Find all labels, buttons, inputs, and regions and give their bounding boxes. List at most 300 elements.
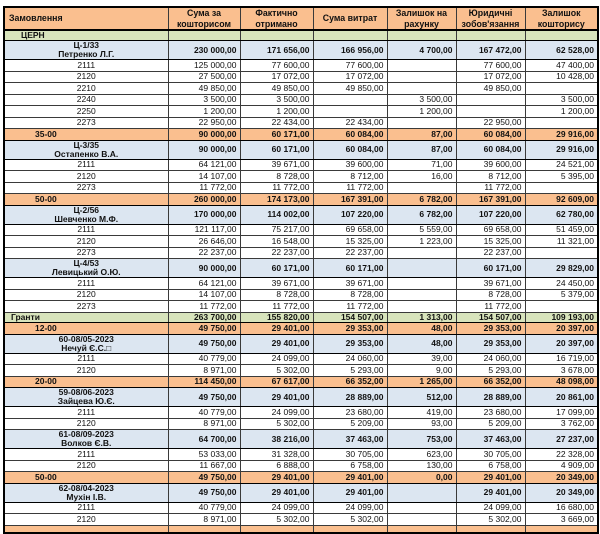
value-cell[interactable]: 16 719,00 <box>525 353 598 365</box>
value-cell[interactable]: 419,00 <box>387 407 456 419</box>
value-cell[interactable]: 512,00 <box>387 388 456 407</box>
value-cell[interactable]: 27 500,00 <box>168 71 240 83</box>
order-person-name: Зайцева Ю.Є. <box>57 396 115 407</box>
value-cell[interactable]: 28 889,00 <box>456 388 525 407</box>
order-code: 61-08/09-2023 <box>58 429 114 440</box>
value-cell[interactable]: 167 391,00 <box>313 194 387 206</box>
value-cell[interactable]: 22 237,00 <box>313 247 387 259</box>
value-cell[interactable] <box>525 30 598 41</box>
value-cell[interactable]: 49 750,00 <box>168 334 240 353</box>
order-label-cell[interactable]: ЦЕРН <box>4 30 168 41</box>
value-cell[interactable] <box>313 106 387 118</box>
value-cell[interactable]: 64 121,00 <box>168 278 240 290</box>
value-cell[interactable]: 49 750,00 <box>168 323 240 335</box>
value-cell[interactable]: 22 237,00 <box>240 247 313 259</box>
value-cell[interactable] <box>525 301 598 313</box>
value-cell[interactable]: 154 507,00 <box>313 312 387 323</box>
value-cell[interactable] <box>387 30 456 41</box>
detail-row <box>4 171 598 183</box>
value-cell[interactable]: 23 680,00 <box>456 407 525 419</box>
value-cell[interactable]: 24 450,00 <box>525 278 598 290</box>
value-cell[interactable]: 22 434,00 <box>313 117 387 129</box>
value-cell[interactable]: 6 758,00 <box>456 460 525 472</box>
value-cell[interactable]: 16,00 <box>387 171 456 183</box>
value-cell[interactable]: 29 401,00 <box>313 472 387 484</box>
order-label-cell[interactable]: 2120 <box>4 71 168 83</box>
person-row <box>4 483 598 502</box>
value-cell[interactable]: 24 060,00 <box>456 353 525 365</box>
value-cell[interactable] <box>240 30 313 41</box>
order-label-cell[interactable] <box>4 259 168 278</box>
value-cell[interactable]: 27 237,00 <box>525 430 598 449</box>
order-label-cell[interactable]: 2111 <box>4 407 168 419</box>
detail-row <box>4 407 598 419</box>
value-cell[interactable]: 114 002,00 <box>240 205 313 224</box>
order-label-cell[interactable]: 50-00 <box>4 194 168 206</box>
value-cell[interactable] <box>387 289 456 301</box>
value-cell[interactable]: 11 667,00 <box>168 460 240 472</box>
value-cell[interactable]: 69 658,00 <box>313 224 387 236</box>
order-label-cell[interactable]: 2273 <box>4 117 168 129</box>
value-cell[interactable]: 1 265,00 <box>387 376 456 388</box>
value-cell[interactable]: 24 060,00 <box>313 353 387 365</box>
order-label-cell[interactable]: 2111 <box>4 502 168 514</box>
value-cell[interactable]: 171 656,00 <box>240 41 313 60</box>
value-cell[interactable]: 29 353,00 <box>313 334 387 353</box>
value-cell[interactable]: 39,00 <box>387 353 456 365</box>
value-cell[interactable]: 3 500,00 <box>525 94 598 106</box>
order-label-cell[interactable] <box>4 41 168 60</box>
value-cell[interactable]: 37 463,00 <box>313 430 387 449</box>
detail-row <box>4 247 598 259</box>
value-cell[interactable] <box>525 247 598 259</box>
detail-row <box>4 460 598 472</box>
value-cell[interactable]: 90 000,00 <box>168 129 240 141</box>
value-cell[interactable]: 49 750,00 <box>168 388 240 407</box>
value-cell[interactable]: 170 000,00 <box>168 205 240 224</box>
value-cell[interactable]: 107 220,00 <box>313 205 387 224</box>
value-cell[interactable]: 3 762,00 <box>525 418 598 430</box>
order-label-cell[interactable]: Гранти <box>4 312 168 323</box>
column-header-3[interactable]: Сума витрат <box>313 7 387 30</box>
value-cell[interactable]: 11 772,00 <box>313 301 387 313</box>
value-cell[interactable]: 8 971,00 <box>168 365 240 377</box>
value-cell[interactable]: 60 171,00 <box>456 259 525 278</box>
order-label-cell[interactable]: 2120 <box>4 236 168 248</box>
value-cell[interactable]: 49 750,00 <box>168 483 240 502</box>
value-cell[interactable]: 29 916,00 <box>525 140 598 159</box>
value-cell[interactable]: 49 850,00 <box>168 83 240 95</box>
value-cell[interactable] <box>525 117 598 129</box>
value-cell[interactable]: 30 705,00 <box>313 449 387 461</box>
value-cell[interactable]: 64 121,00 <box>168 159 240 171</box>
value-cell[interactable]: 8 728,00 <box>313 289 387 301</box>
order-label-cell[interactable]: 2111 <box>4 60 168 72</box>
value-cell[interactable]: 125 000,00 <box>168 60 240 72</box>
value-cell[interactable]: 29 401,00 <box>240 483 313 502</box>
value-cell[interactable]: 15 325,00 <box>456 236 525 248</box>
order-label-cell[interactable]: 2111 <box>4 224 168 236</box>
value-cell[interactable]: 22 950,00 <box>168 117 240 129</box>
value-cell[interactable]: 60 171,00 <box>240 140 313 159</box>
value-cell[interactable] <box>525 182 598 194</box>
value-cell[interactable] <box>525 83 598 95</box>
value-cell[interactable]: 17 072,00 <box>456 71 525 83</box>
value-cell[interactable]: 16 680,00 <box>525 502 598 514</box>
order-label-cell[interactable] <box>4 430 168 449</box>
value-cell[interactable]: 5 302,00 <box>313 514 387 526</box>
value-cell[interactable]: 24 099,00 <box>240 502 313 514</box>
value-cell[interactable]: 4 909,00 <box>525 460 598 472</box>
value-cell[interactable]: 22 328,00 <box>525 449 598 461</box>
value-cell[interactable] <box>387 278 456 290</box>
value-cell[interactable] <box>387 71 456 83</box>
value-cell[interactable]: 166 956,00 <box>313 41 387 60</box>
value-cell[interactable]: 1 200,00 <box>168 106 240 118</box>
value-cell[interactable]: 60 084,00 <box>456 129 525 141</box>
value-cell[interactable] <box>456 30 525 41</box>
value-cell[interactable] <box>387 83 456 95</box>
order-code: Ц-1/33 <box>73 40 100 51</box>
value-cell[interactable]: 11 772,00 <box>313 182 387 194</box>
value-cell[interactable]: 47 400,00 <box>525 60 598 72</box>
value-cell[interactable]: 53 033,00 <box>168 449 240 461</box>
value-cell[interactable]: 29 401,00 <box>240 388 313 407</box>
column-header-4[interactable]: Залишок на рахунку <box>387 7 456 30</box>
order-code: 62-08/04-2023 <box>58 483 114 493</box>
value-cell[interactable]: 17 072,00 <box>313 71 387 83</box>
value-cell[interactable]: 11 772,00 <box>240 182 313 194</box>
value-cell[interactable]: 29 401,00 <box>240 334 313 353</box>
value-cell[interactable]: 11 772,00 <box>456 301 525 313</box>
value-cell[interactable]: 60 084,00 <box>456 140 525 159</box>
value-cell[interactable]: 11 772,00 <box>456 182 525 194</box>
value-cell[interactable]: 60 084,00 <box>313 140 387 159</box>
order-label-cell[interactable]: 50-00 <box>4 472 168 484</box>
value-cell[interactable]: 29 353,00 <box>313 323 387 335</box>
value-cell[interactable]: 5 302,00 <box>240 514 313 526</box>
value-cell[interactable] <box>387 301 456 313</box>
value-cell[interactable]: 49 850,00 <box>313 83 387 95</box>
value-cell[interactable] <box>387 182 456 194</box>
value-cell[interactable]: 28 889,00 <box>313 388 387 407</box>
value-cell[interactable]: 38 216,00 <box>240 430 313 449</box>
value-cell[interactable]: 30 705,00 <box>456 449 525 461</box>
value-cell[interactable]: 24 099,00 <box>313 502 387 514</box>
value-cell[interactable]: 39 600,00 <box>313 159 387 171</box>
value-cell[interactable]: 6 758,00 <box>313 460 387 472</box>
order-label-cell[interactable]: 2273 <box>4 247 168 259</box>
value-cell[interactable]: 3 678,00 <box>525 365 598 377</box>
detail-row <box>4 71 598 83</box>
value-cell[interactable]: 11 321,00 <box>525 236 598 248</box>
order-label-cell[interactable] <box>4 334 168 353</box>
value-cell[interactable]: 77 600,00 <box>456 60 525 72</box>
value-cell[interactable]: 17 072,00 <box>240 71 313 83</box>
order-label-cell[interactable]: 2120 <box>4 289 168 301</box>
value-cell[interactable]: 90 000,00 <box>168 259 240 278</box>
value-cell[interactable] <box>525 525 598 533</box>
value-cell[interactable]: 31 328,00 <box>240 449 313 461</box>
order-code: 59-08/06-2023 <box>58 387 114 398</box>
value-cell[interactable]: 5 559,00 <box>387 224 456 236</box>
value-cell[interactable]: 39 671,00 <box>456 278 525 290</box>
value-cell[interactable]: 5 379,00 <box>525 289 598 301</box>
value-cell[interactable]: 49 750,00 <box>168 472 240 484</box>
order-person-name: Остапенко В.А. <box>54 148 119 159</box>
value-cell[interactable]: 66 352,00 <box>456 376 525 388</box>
value-cell[interactable]: 3 500,00 <box>240 94 313 106</box>
value-cell[interactable]: 8 712,00 <box>313 171 387 183</box>
order-label-cell[interactable]: 2120 <box>4 365 168 377</box>
value-cell[interactable]: 155 820,00 <box>240 312 313 323</box>
value-cell[interactable]: 29 353,00 <box>456 334 525 353</box>
value-cell[interactable]: 3 500,00 <box>387 94 456 106</box>
value-cell[interactable]: 75 217,00 <box>240 224 313 236</box>
value-cell[interactable]: 5 395,00 <box>525 171 598 183</box>
value-cell[interactable]: 92 609,00 <box>525 194 598 206</box>
order-label-cell[interactable] <box>4 483 168 502</box>
value-cell[interactable]: 29 401,00 <box>456 472 525 484</box>
value-cell[interactable]: 29 353,00 <box>456 323 525 335</box>
value-cell[interactable]: 24 521,00 <box>525 159 598 171</box>
value-cell[interactable] <box>387 60 456 72</box>
value-cell[interactable]: 109 193,00 <box>525 312 598 323</box>
value-cell[interactable] <box>387 483 456 502</box>
section-row <box>4 312 598 323</box>
value-cell[interactable]: 8 712,00 <box>456 171 525 183</box>
table-body <box>4 30 598 533</box>
value-cell[interactable]: 623,00 <box>387 449 456 461</box>
value-cell[interactable]: 1 223,00 <box>387 236 456 248</box>
value-cell[interactable] <box>387 259 456 278</box>
value-cell[interactable]: 39 671,00 <box>240 278 313 290</box>
value-cell[interactable]: 16 548,00 <box>240 236 313 248</box>
order-label-cell[interactable]: 2120 <box>4 171 168 183</box>
value-cell[interactable]: 5 302,00 <box>240 418 313 430</box>
value-cell[interactable]: 8 728,00 <box>240 171 313 183</box>
order-label-cell[interactable]: 2111 <box>4 449 168 461</box>
value-cell[interactable]: 77 600,00 <box>240 60 313 72</box>
value-cell[interactable]: 5 302,00 <box>456 514 525 526</box>
value-cell[interactable]: 154 507,00 <box>456 312 525 323</box>
order-code: Ц-2/56 <box>73 205 100 215</box>
value-cell[interactable]: 64 700,00 <box>168 430 240 449</box>
value-cell[interactable]: 26 646,00 <box>168 236 240 248</box>
value-cell[interactable] <box>387 117 456 129</box>
detail-row <box>4 365 598 377</box>
value-cell[interactable]: 20 349,00 <box>525 472 598 484</box>
value-cell[interactable]: 87,00 <box>387 129 456 141</box>
value-cell[interactable]: 121 117,00 <box>168 224 240 236</box>
value-cell[interactable] <box>387 502 456 514</box>
value-cell[interactable]: 167 472,00 <box>456 41 525 60</box>
value-cell[interactable]: 29 401,00 <box>456 483 525 502</box>
value-cell[interactable]: 5 209,00 <box>313 418 387 430</box>
value-cell[interactable]: 1 313,00 <box>387 312 456 323</box>
value-cell[interactable]: 174 173,00 <box>240 194 313 206</box>
value-cell[interactable]: 130,00 <box>387 460 456 472</box>
value-cell[interactable]: 20 861,00 <box>525 388 598 407</box>
order-label-cell[interactable]: 12-00 <box>4 323 168 335</box>
value-cell[interactable]: 62 528,00 <box>525 41 598 60</box>
order-label-cell[interactable]: 2273 <box>4 182 168 194</box>
detail-row <box>4 418 598 430</box>
value-cell[interactable]: 1 200,00 <box>240 106 313 118</box>
value-cell[interactable]: 39 671,00 <box>240 159 313 171</box>
value-cell[interactable]: 67 617,00 <box>240 376 313 388</box>
value-cell[interactable]: 40 779,00 <box>168 353 240 365</box>
value-cell[interactable]: 24 099,00 <box>240 407 313 419</box>
order-label-cell[interactable]: 2120 <box>4 514 168 526</box>
value-cell[interactable]: 260 000,00 <box>168 194 240 206</box>
value-cell[interactable]: 29 401,00 <box>313 483 387 502</box>
value-cell[interactable]: 10 428,00 <box>525 71 598 83</box>
value-cell[interactable]: 51 459,00 <box>525 224 598 236</box>
value-cell[interactable]: 24 099,00 <box>456 502 525 514</box>
value-cell[interactable]: 9,00 <box>387 365 456 377</box>
value-cell[interactable]: 22 237,00 <box>168 247 240 259</box>
value-cell[interactable]: 6 888,00 <box>240 460 313 472</box>
value-cell[interactable]: 6 782,00 <box>387 205 456 224</box>
value-cell[interactable] <box>387 247 456 259</box>
column-header-2[interactable]: Фактично отримано <box>240 7 313 30</box>
value-cell[interactable]: 22 237,00 <box>456 247 525 259</box>
value-cell[interactable] <box>313 525 387 533</box>
value-cell[interactable]: 60 171,00 <box>240 129 313 141</box>
value-cell[interactable]: 29 401,00 <box>240 472 313 484</box>
value-cell[interactable]: 11 772,00 <box>240 301 313 313</box>
value-cell[interactable]: 11 772,00 <box>168 182 240 194</box>
value-cell[interactable]: 14 107,00 <box>168 289 240 301</box>
order-label-cell[interactable] <box>4 388 168 407</box>
value-cell[interactable]: 69 658,00 <box>456 224 525 236</box>
value-cell[interactable] <box>387 514 456 526</box>
value-cell[interactable]: 8 728,00 <box>240 289 313 301</box>
order-label-cell[interactable]: 2111 <box>4 278 168 290</box>
order-label-cell[interactable] <box>4 525 168 533</box>
value-cell[interactable]: 24 099,00 <box>240 353 313 365</box>
value-cell[interactable]: 22 950,00 <box>456 117 525 129</box>
value-cell[interactable]: 5 293,00 <box>456 365 525 377</box>
order-label-cell[interactable]: 20-00 <box>4 376 168 388</box>
value-cell[interactable]: 29 401,00 <box>240 323 313 335</box>
value-cell[interactable]: 87,00 <box>387 140 456 159</box>
section-row <box>4 30 598 41</box>
value-cell[interactable]: 39 671,00 <box>313 278 387 290</box>
value-cell[interactable]: 60 171,00 <box>313 259 387 278</box>
value-cell[interactable]: 20 349,00 <box>525 483 598 502</box>
value-cell[interactable]: 4 700,00 <box>387 41 456 60</box>
order-label-cell[interactable]: 2120 <box>4 418 168 430</box>
value-cell[interactable]: 48,00 <box>387 323 456 335</box>
value-cell[interactable]: 60 171,00 <box>240 259 313 278</box>
value-cell[interactable] <box>313 94 387 106</box>
column-header-1[interactable]: Сума за кошторисом <box>168 7 240 30</box>
value-cell[interactable]: 14 107,00 <box>168 171 240 183</box>
value-cell[interactable] <box>168 30 240 41</box>
value-cell[interactable]: 263 700,00 <box>168 312 240 323</box>
value-cell[interactable]: 66 352,00 <box>313 376 387 388</box>
value-cell[interactable] <box>387 525 456 533</box>
value-cell[interactable]: 3 500,00 <box>168 94 240 106</box>
order-label-cell[interactable]: 35-00 <box>4 129 168 141</box>
value-cell[interactable]: 167 391,00 <box>456 194 525 206</box>
value-cell[interactable]: 48 098,00 <box>525 376 598 388</box>
value-cell[interactable]: 8 971,00 <box>168 418 240 430</box>
value-cell[interactable]: 1 200,00 <box>525 106 598 118</box>
value-cell[interactable]: 1 200,00 <box>387 106 456 118</box>
order-label-cell[interactable]: 2120 <box>4 460 168 472</box>
value-cell[interactable]: 17 099,00 <box>525 407 598 419</box>
value-cell[interactable] <box>456 94 525 106</box>
order-label-cell[interactable]: 2111 <box>4 159 168 171</box>
value-cell[interactable]: 3 669,00 <box>525 514 598 526</box>
value-cell[interactable]: 0,00 <box>387 472 456 484</box>
value-cell[interactable]: 15 325,00 <box>313 236 387 248</box>
value-cell[interactable]: 90 000,00 <box>168 140 240 159</box>
value-cell[interactable]: 77 600,00 <box>313 60 387 72</box>
value-cell[interactable] <box>456 525 525 533</box>
value-cell[interactable] <box>313 30 387 41</box>
value-cell[interactable]: 48,00 <box>387 334 456 353</box>
value-cell[interactable]: 60 084,00 <box>313 129 387 141</box>
column-header-6[interactable]: Залишок кошторису <box>525 7 598 30</box>
value-cell[interactable] <box>456 106 525 118</box>
value-cell[interactable] <box>240 525 313 533</box>
value-cell[interactable]: 5 209,00 <box>456 418 525 430</box>
value-cell[interactable] <box>168 525 240 533</box>
value-cell[interactable]: 8 728,00 <box>456 289 525 301</box>
value-cell[interactable]: 23 680,00 <box>313 407 387 419</box>
value-cell[interactable]: 22 434,00 <box>240 117 313 129</box>
order-label-cell[interactable]: 2111 <box>4 353 168 365</box>
value-cell[interactable]: 230 000,00 <box>168 41 240 60</box>
order-label-cell[interactable]: 2240 <box>4 94 168 106</box>
order-label-cell[interactable] <box>4 140 168 159</box>
value-cell[interactable]: 39 600,00 <box>456 159 525 171</box>
person-row <box>4 205 598 224</box>
value-cell[interactable]: 20 397,00 <box>525 323 598 335</box>
value-cell[interactable]: 29 829,00 <box>525 259 598 278</box>
order-label-cell[interactable] <box>4 205 168 224</box>
value-cell[interactable]: 11 772,00 <box>168 301 240 313</box>
value-cell[interactable]: 93,00 <box>387 418 456 430</box>
order-label-cell[interactable]: 2250 <box>4 106 168 118</box>
value-cell[interactable]: 20 397,00 <box>525 334 598 353</box>
order-label-cell[interactable]: 2273 <box>4 301 168 313</box>
order-label-cell[interactable]: 2210 <box>4 83 168 95</box>
value-cell[interactable]: 62 780,00 <box>525 205 598 224</box>
value-cell[interactable]: 6 782,00 <box>387 194 456 206</box>
column-header-5[interactable]: Юридичні зобов'язання <box>456 7 525 30</box>
value-cell[interactable]: 49 850,00 <box>456 83 525 95</box>
value-cell[interactable]: 40 779,00 <box>168 407 240 419</box>
value-cell[interactable]: 49 850,00 <box>240 83 313 95</box>
value-cell[interactable]: 37 463,00 <box>456 430 525 449</box>
value-cell[interactable]: 107 220,00 <box>456 205 525 224</box>
value-cell[interactable]: 71,00 <box>387 159 456 171</box>
value-cell[interactable]: 8 971,00 <box>168 514 240 526</box>
value-cell[interactable]: 40 779,00 <box>168 502 240 514</box>
value-cell[interactable]: 5 293,00 <box>313 365 387 377</box>
person-row <box>4 388 598 407</box>
column-header-0[interactable]: Замовлення <box>4 7 168 30</box>
value-cell[interactable]: 114 450,00 <box>168 376 240 388</box>
value-cell[interactable]: 753,00 <box>387 430 456 449</box>
value-cell[interactable]: 29 916,00 <box>525 129 598 141</box>
value-cell[interactable]: 5 302,00 <box>240 365 313 377</box>
